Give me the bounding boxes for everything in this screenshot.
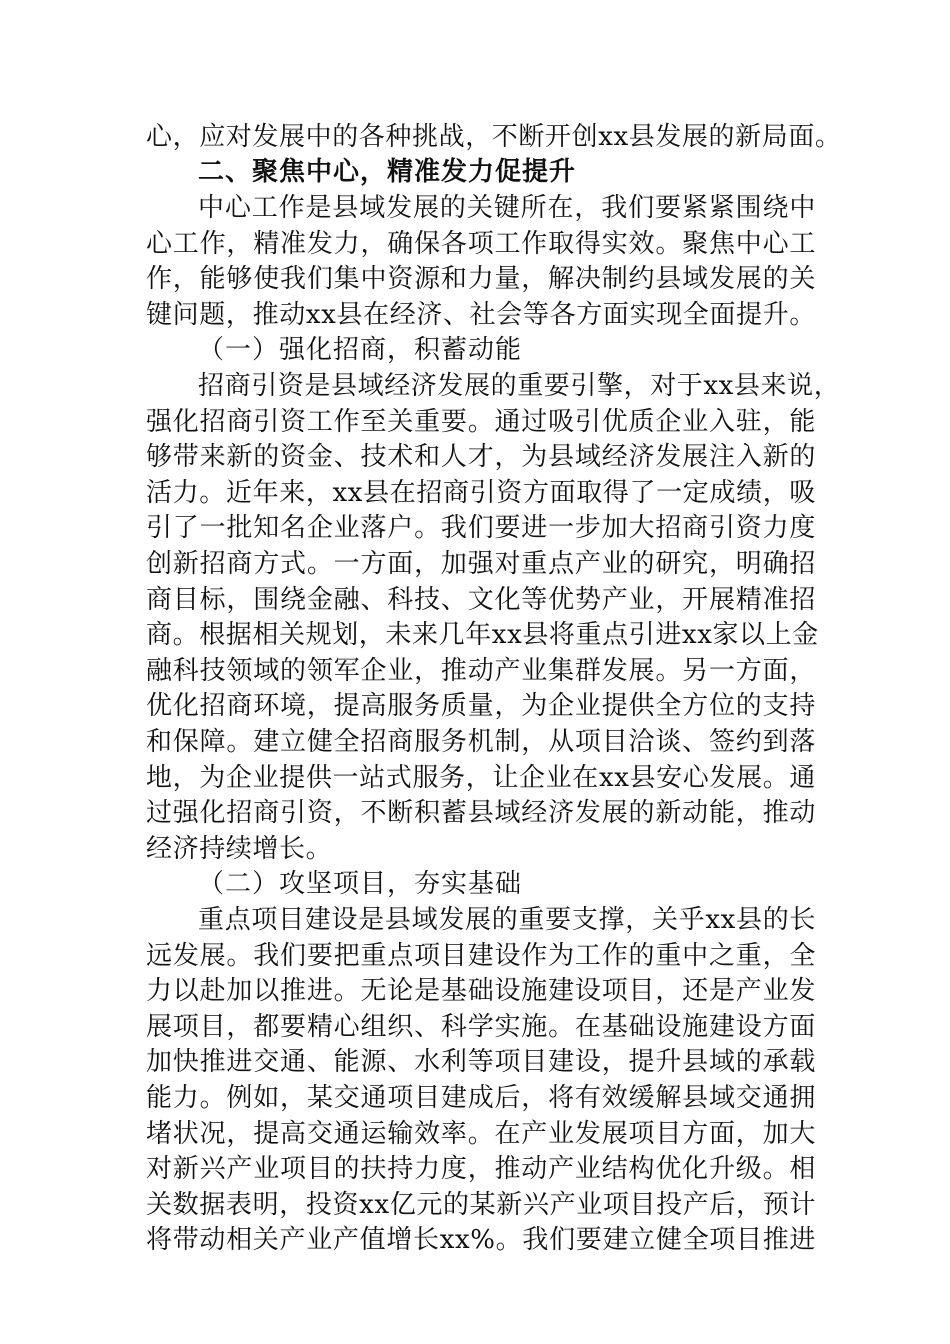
paragraph-line: 地，为企业提供一站式服务，让企业在xx县安心发展。通 <box>146 763 816 793</box>
paragraph-line: 过强化招商引资，不断积蓄县域经济发展的新动能，推动 <box>146 798 816 828</box>
paragraph-line: 力以赴加以推进。无论是基础设施建设项目，还是产业发 <box>146 976 816 1006</box>
paragraph-line: 堵状况，提高交通运输效率。在产业发展项目方面，加大 <box>146 1119 816 1149</box>
paragraph-line: 重点项目建设是县域发展的重要支撑，关乎xx县的长 <box>198 905 816 935</box>
paragraph-line: 作，能够使我们集中资源和力量，解决制约县域发展的关 <box>146 264 816 294</box>
paragraph-line: 商。根据相关规划，未来几年xx县将重点引进xx家以上金 <box>146 620 819 650</box>
paragraph-line: 活力。近年来，xx县在招商引资方面取得了一定成绩，吸 <box>146 478 816 508</box>
section-heading: 二、聚焦中心，精准发力促提升 <box>198 157 577 187</box>
paragraph-line: 关数据表明，投资xx亿元的某新兴产业项目投产后，预计 <box>146 1190 816 1220</box>
paragraph-line: 和保障。建立健全招商服务机制，从项目洽谈、签约到落 <box>146 727 816 757</box>
paragraph-line: 强化招商引资工作至关重要。通过吸引优质企业入驻，能 <box>146 407 816 437</box>
paragraph-line: 中心工作是县域发展的关键所在，我们要紧紧围绕中 <box>198 193 816 223</box>
paragraph-line: 引了一批知名企业落户。我们要进一步加大招商引资力度 <box>146 513 816 543</box>
paragraph-line: 远发展。我们要把重点项目建设作为工作的重中之重，全 <box>146 941 816 971</box>
paragraph-line: 能力。例如，某交通项目建成后，将有效缓解县域交通拥 <box>146 1083 816 1113</box>
paragraph-line: 加快推进交通、能源、水利等项目建设，提升县域的承载 <box>146 1047 816 1077</box>
paragraph-line: 融科技领域的领军企业，推动产业集群发展。另一方面， <box>146 656 816 686</box>
paragraph-line: 展项目，都要精心组织、科学实施。在基础设施建设方面 <box>146 1012 816 1042</box>
paragraph-line: 心工作，精准发力，确保各项工作取得实效。聚焦中心工 <box>146 229 816 259</box>
paragraph-line: 创新招商方式。一方面，加强对重点产业的研究，明确招 <box>146 549 816 579</box>
paragraph-line: 够带来新的资金、技术和人才，为县域经济发展注入新的 <box>146 442 816 472</box>
paragraph-line: 将带动相关产业产值增长xx%。我们要建立健全项目推进 <box>146 1225 816 1255</box>
paragraph-line: 对新兴产业项目的扶持力度，推动产业结构优化升级。相 <box>146 1154 816 1184</box>
paragraph-line: 经济持续增长。 <box>146 834 333 864</box>
paragraph-line: 商目标，围绕金融、科技、文化等优势产业，开展精准招 <box>146 585 816 615</box>
subsection-heading: （二）攻坚项目，夯实基础 <box>198 869 523 899</box>
subsection-heading: （一）强化招商，积蓄动能 <box>198 335 523 365</box>
paragraph-line: 键问题，推动xx县在经济、社会等各方面实现全面提升。 <box>146 300 816 330</box>
paragraph-line: 招商引资是县域经济发展的重要引擎，对于xx县来说， <box>198 371 841 401</box>
paragraph-line: 优化招商环境，提高服务质量，为企业提供全方位的支持 <box>146 691 816 721</box>
paragraph-line: 心，应对发展中的各种挑战，不断开创xx县发展的新局面。 <box>146 122 842 152</box>
